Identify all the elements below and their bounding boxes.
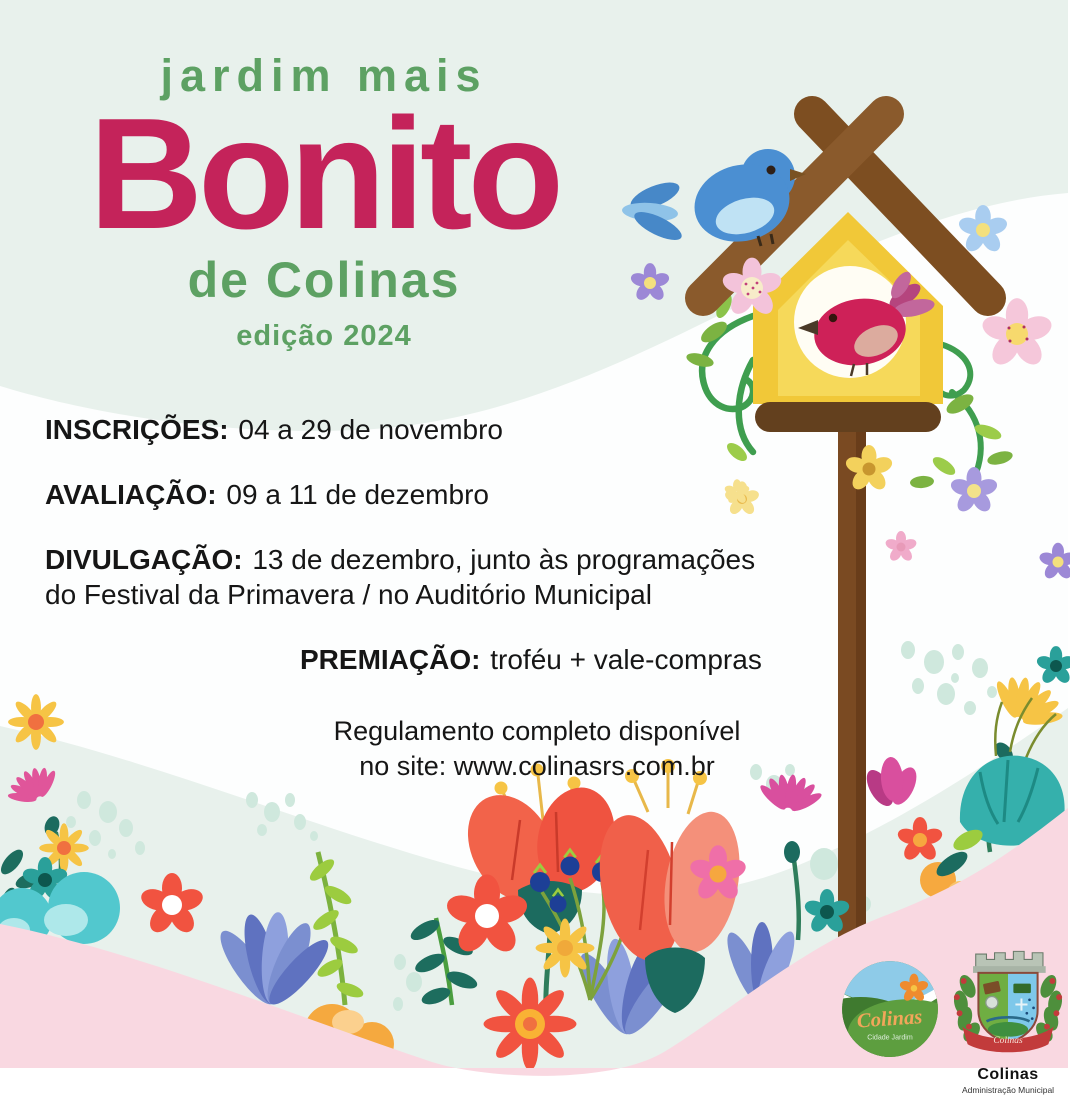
schedule-row-divulgacao: [45, 542, 765, 612]
poster-title-block: [0, 50, 648, 353]
schedule-row-avaliacao: [45, 477, 765, 512]
crest-crown: [976, 951, 1043, 967]
schedule-value: 04 a 29 de novembro: [238, 414, 504, 445]
purple-edge-flower-icon: [1038, 543, 1070, 581]
badge-name-text: Colinas: [856, 1006, 924, 1033]
title-line-2: Bonito: [88, 86, 560, 262]
colinas-crest-logo: [946, 946, 1070, 1095]
schedule-row-premiacao: [300, 642, 765, 677]
small-pink-flower-icon: [884, 531, 918, 563]
crest-subtitle-text: Administração Municipal: [961, 1085, 1055, 1095]
badge-subtitle-text: Cidade Jardim: [867, 1034, 913, 1042]
regulation-line-1: Regulamento completo disponível: [333, 716, 741, 746]
schedule-label: PREMIAÇÃO:: [300, 644, 481, 675]
schedule-label: DIVULGAÇÃO:: [45, 544, 243, 575]
blue-flower-icon: [957, 205, 1009, 255]
birdhouse-base: [755, 402, 941, 432]
schedule-label: AVALIAÇÃO:: [45, 479, 217, 510]
regulation-block: [182, 714, 892, 783]
regulation-line-2: no site: www.colinasrs.com.br: [359, 750, 715, 781]
colinas-crest-icon: [946, 946, 1070, 1059]
colinas-badge-logo: [841, 960, 939, 1063]
schedule-label: INSCRIÇÕES:: [45, 414, 229, 445]
schedule-row-inscricoes: [45, 412, 765, 447]
colinas-badge-icon: [841, 960, 939, 1058]
schedule-value: 13 de dezembro, junto às programações do Festival da Primavera / no Auditório Municipal: [45, 544, 756, 610]
schedule-value: 09 a 11 de dezembro: [226, 479, 489, 510]
yellow-daisy-center: [536, 919, 595, 978]
schedule-value: troféu + vale-compras: [490, 644, 762, 675]
title-line-3: de Colinas: [187, 252, 461, 309]
teal-flower-topright: [1035, 646, 1070, 686]
title-line-1: jardim mais: [160, 50, 488, 101]
red-marigold-bottom: [484, 978, 577, 1071]
lavender-flower-icon: [949, 467, 999, 515]
schedule-block: [45, 412, 765, 707]
crest-ribbon-text: Colinas: [993, 1035, 1023, 1046]
title-edition: edição 2024: [236, 320, 412, 353]
crest-name-text: Colinas: [977, 1066, 1039, 1083]
